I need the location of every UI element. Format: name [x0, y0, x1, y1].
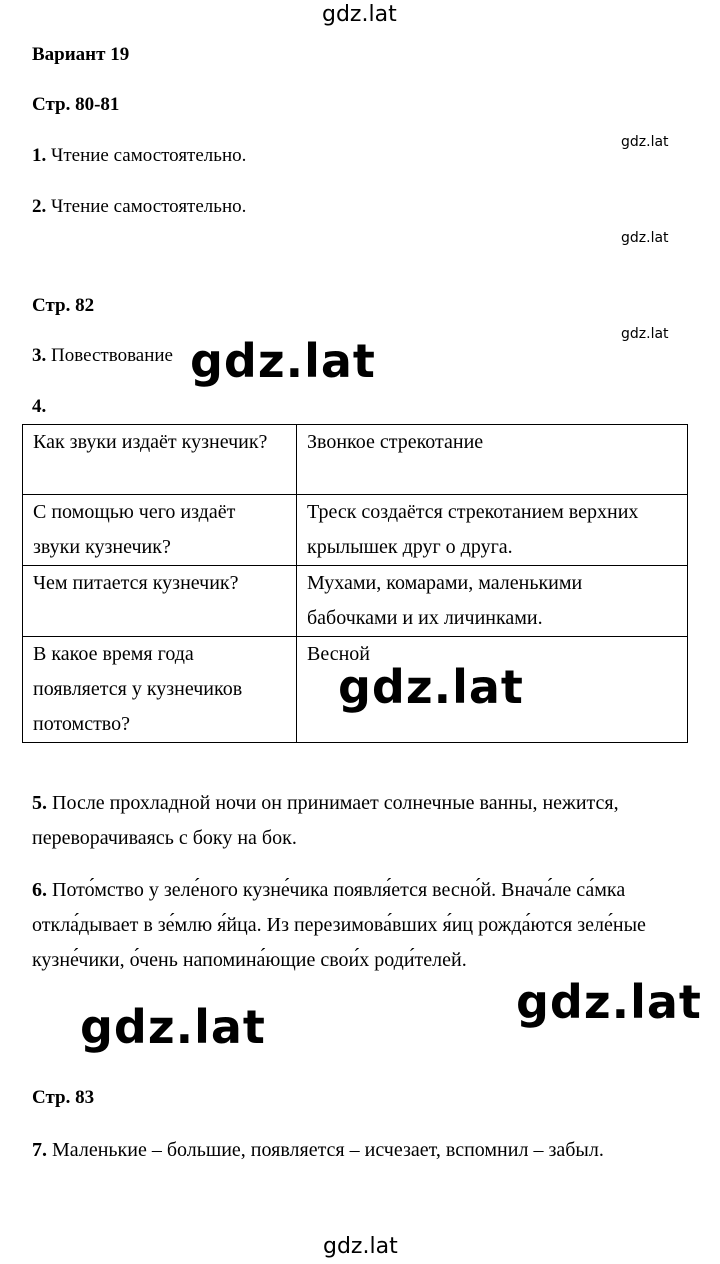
table-question: С помощью чего издаёт звуки кузнечик? [23, 495, 297, 566]
table-answer: Треск создаётся стрекотанием верхних крылышек друг о друга. [297, 495, 688, 566]
table-answer: Мухами, комарами, маленькими бабочками и их личинками. [297, 566, 688, 637]
watermark-big-4: gdz.lat [80, 1000, 266, 1054]
page-heading-83: Стр. 83 [32, 1087, 95, 1108]
task-text: После прохладной ночи он принимает солнечные ванны, нежится, переворачиваясь с боку на бок. [32, 792, 619, 849]
task-number: 3. [32, 345, 47, 366]
variant-heading: Вариант 19 [32, 44, 130, 65]
task-number: 2. [32, 196, 47, 217]
table-row [23, 425, 688, 495]
task-text: Чтение самостоятельно. [46, 145, 247, 166]
table-question: Как звуки издаёт кузнечик? [23, 425, 297, 495]
task-number: 6. [32, 879, 47, 901]
table-row [23, 495, 688, 566]
task-2 [32, 196, 246, 218]
task-text: Пото́мство у зеле́ного кузне́чика появля́ется весно́й. Внача́ле са́мка откла́дывает в зе́млю я́йца. Из перезимова́вших я́иц рожда́ются зеле́ные кузне́чики, о́чень напомина́ющие свои́х роди́телей. [32, 879, 646, 971]
watermark-right-1: gdz.lat [621, 134, 669, 150]
task-3 [32, 345, 173, 367]
task-4-number: 4. [32, 396, 47, 417]
watermark-right-2: gdz.lat [621, 230, 669, 246]
table-question: Чем питается кузнечик? [23, 566, 297, 637]
page-heading-82: Стр. 82 [32, 295, 95, 316]
watermark-right-3: gdz.lat [621, 326, 669, 342]
task-text: Маленькие – большие, появляется – исчезает, вспомнил – забыл. [47, 1139, 604, 1161]
watermark-big-2: gdz.lat [338, 660, 524, 714]
table-question: В какое время года появляется у кузнечиков потомство? [23, 637, 297, 743]
task-text: Чтение самостоятельно. [46, 196, 247, 217]
task-6 [32, 873, 692, 978]
table-answer: Звонкое стрекотание [297, 425, 688, 495]
table-answer: Весной [297, 637, 688, 743]
task-7 [32, 1133, 692, 1168]
task-text: Повествование [46, 345, 173, 366]
task-5 [32, 786, 692, 856]
watermark-big-3: gdz.lat [516, 975, 702, 1029]
table-row [23, 566, 688, 637]
page-heading-80-81: Стр. 80-81 [32, 94, 120, 115]
watermark-bottom: gdz.lat [323, 1234, 398, 1259]
task-1 [32, 145, 246, 167]
watermark-big-1: gdz.lat [190, 334, 376, 388]
task-number: 7. [32, 1139, 47, 1161]
watermark-top: gdz.lat [322, 2, 397, 27]
task-number: 5. [32, 792, 47, 814]
task-number: 1. [32, 145, 47, 166]
